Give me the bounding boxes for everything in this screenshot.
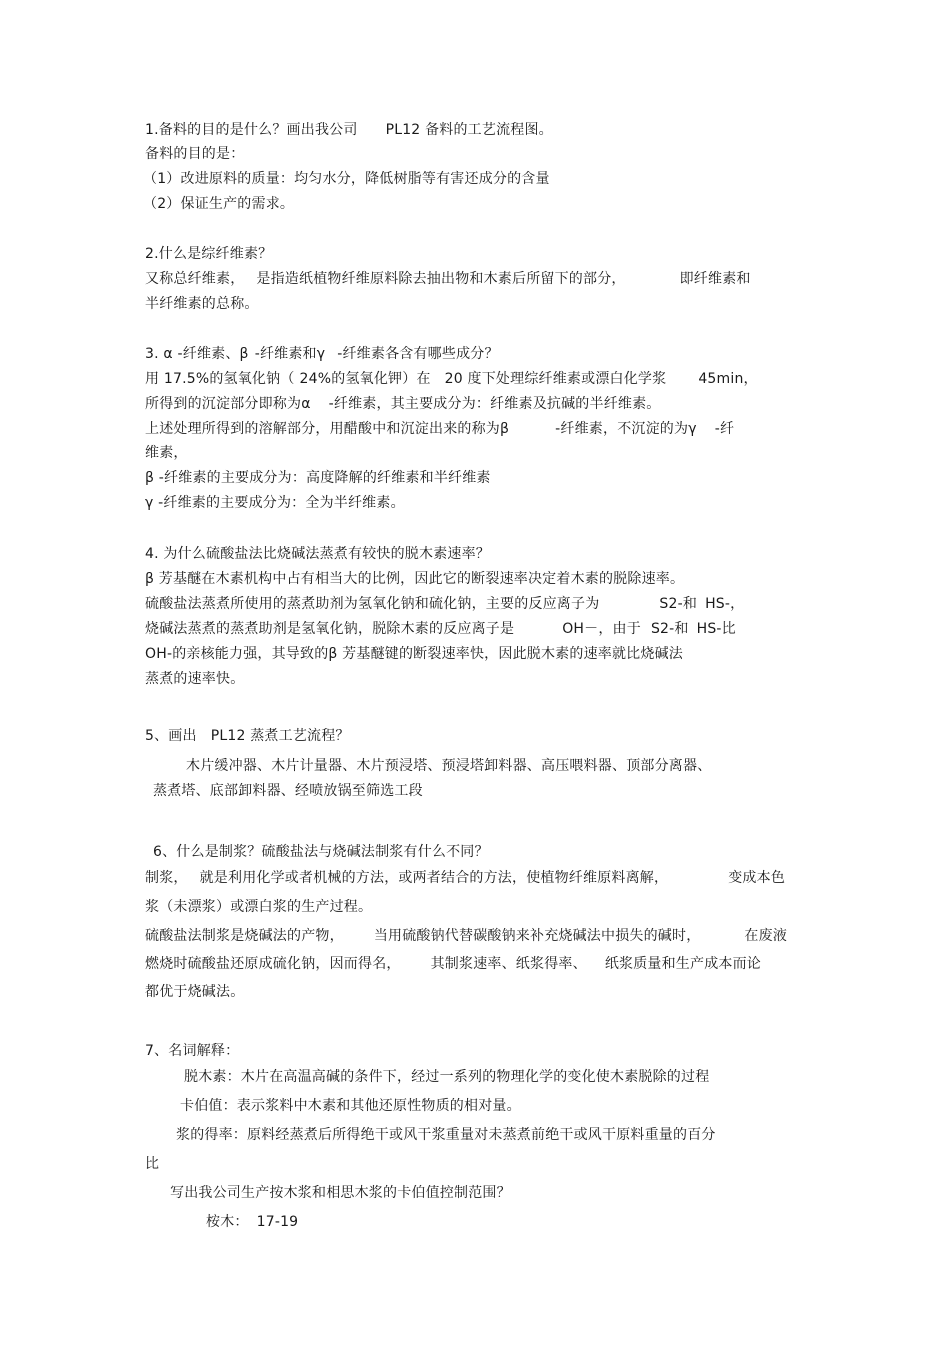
q6-line-3: 硫酸盐法制浆是烧碱法的产物， 当用硫酸钠代替碳酸钠来补充烧碱法中损失的碱时， 在废液 — [145, 928, 788, 944]
q5-title: 5、画出 PL12 蒸煮工艺流程？ — [145, 728, 350, 744]
q1-intro: 备料的目的是： — [145, 146, 245, 162]
q7-question: 写出我公司生产按木浆和相思木浆的卡伯值控制范围？ — [170, 1185, 511, 1201]
q2-line-1: 又称总纤维素， 是指造纸植物纤维原料除去抽出物和木素后所留下的部分， 即纤维素和 — [145, 271, 751, 287]
q7-term-delignification: 脱木素：木片在高温高碱的条件下，经过一系列的物理化学的变化使木素脱除的过程 — [184, 1069, 710, 1085]
q5-line-1: 木片缓冲器、木片计量器、木片预浸塔、预浸塔卸料器、高压喂料器、顶部分离器、 — [186, 758, 712, 774]
q7-eucalyptus-range: 桉木： 17-19 — [206, 1214, 299, 1230]
q6-line-1: 制浆， 就是利用化学或者机械的方法，或两者结合的方法，使植物纤维原料离解， 变成本色 — [145, 870, 786, 886]
q7-term-yield: 浆的得率：原料经蒸煮后所得绝干或风干浆重量对未蒸煮前绝干或风干原料重量的百分 — [176, 1127, 716, 1143]
q7-title: 7、名词解释： — [145, 1043, 240, 1059]
q4-line-2: 硫酸盐法蒸煮所使用的蒸煮助剂为氢氧化钠和硫化钠，主要的反应离子为 S2-和 HS-， — [145, 596, 745, 612]
q4-line-3: 烧碱法蒸煮的蒸煮助剂是氢氧化钠，脱除木素的反应离子是 OH－，由于 S2-和 HS-比 — [145, 621, 736, 637]
q2-line-2: 半纤维素的总称。 — [145, 296, 259, 312]
q5-line-2: 蒸煮塔、底部卸料器、经喷放锅至筛选工段 — [153, 783, 423, 799]
q3-line-1: 用 17.5%的氢氧化钠（ 24%的氢氧化钾）在 20 度下处理综纤维素或漂白化学浆 45min， — [145, 371, 758, 387]
q3-title: 3. α -纤维素、β -纤维素和γ -纤维素各含有哪些成分？ — [145, 346, 499, 362]
q6-line-4: 燃烧时硫酸盐还原成硫化钠，因而得名， 其制浆速率、纸浆得率、 纸浆质量和生产成本而论 — [145, 956, 762, 972]
q6-line-5: 都优于烧碱法。 — [145, 984, 245, 1000]
q4-line-1: β 芳基醚在木素机构中占有相当大的比例，因此它的断裂速率决定着木素的脱除速率。 — [145, 571, 685, 587]
q1-item-2: （2）保证生产的需求。 — [143, 196, 295, 212]
q6-title: 6、什么是制浆？硫酸盐法与烧碱法制浆有什么不同？ — [153, 844, 489, 860]
q4-line-4: OH-的亲核能力强，其导致的β 芳基醚键的断裂速率快，因此脱木素的速率就比烧碱法 — [145, 646, 683, 662]
q1-title: 1.备料的目的是什么？画出我公司 PL12 备料的工艺流程图。 — [145, 122, 553, 138]
q4-title: 4. 为什么硫酸盐法比烧碱法蒸煮有较快的脱木素速率？ — [145, 546, 491, 562]
q3-line-2: 所得到的沉淀部分即称为α -纤维素，其主要成分为：纤维素及抗碱的半纤维素。 — [145, 396, 661, 412]
q7-term-yield-cont: 比 — [145, 1156, 160, 1172]
q1-item-1: （1）改进原料的质量：均匀水分，降低树脂等有害还成分的含量 — [143, 171, 550, 187]
q3-line-4: 维素， — [145, 445, 188, 461]
q3-line-6: γ -纤维素的主要成分为：全为半纤维素。 — [145, 495, 405, 511]
q7-term-kappa: 卡伯值：表示浆料中木素和其他还原性物质的相对量。 — [180, 1098, 521, 1114]
q3-line-3: 上述处理所得到的溶解部分，用醋酸中和沉淀出来的称为β -纤维素，不沉淀的为γ -纤 — [145, 421, 735, 437]
q2-title: 2.什么是综纤维素？ — [145, 246, 273, 262]
q6-line-2: 浆（未漂浆）或漂白浆的生产过程。 — [145, 899, 373, 915]
q4-line-5: 蒸煮的速率快。 — [145, 671, 245, 687]
q3-line-5: β -纤维素的主要成分为：高度降解的纤维素和半纤维素 — [145, 470, 491, 486]
